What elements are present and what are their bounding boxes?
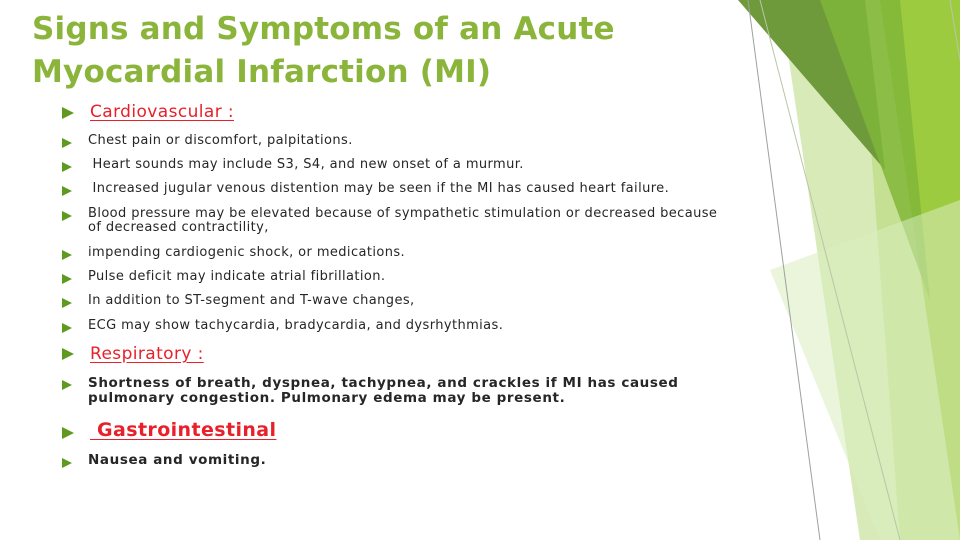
bullet-text: impending cardiogenic shock, or medications. <box>88 245 406 260</box>
bullet-arrow-icon <box>62 323 72 333</box>
list-item <box>62 345 742 363</box>
bullet-text: Increased jugular venous distention may be seen if the MI has caused heart failure. <box>88 181 670 196</box>
bullet-text: Heart sounds may include S3, S4, and new onset of a murmur. <box>88 157 524 172</box>
bullet-text: Nausea and vomiting. <box>88 452 267 468</box>
bullet-arrow-icon <box>62 186 72 196</box>
bullet-arrow-icon <box>62 380 72 390</box>
bullet-arrow-icon <box>62 274 72 284</box>
bullet-text: Blood pressure may be elevated because of sympathetic stimulation or decreased because of decreased contractility, <box>88 206 718 235</box>
bullet-text: In addition to ST-segment and T-wave changes, <box>88 293 415 308</box>
bullet-arrow-icon <box>62 138 72 148</box>
list-item <box>62 207 722 235</box>
section-heading-cardiovascular: Cardiovascular : <box>90 102 235 122</box>
bullet-arrow-icon <box>62 348 74 360</box>
bullet-arrow-icon <box>62 162 72 172</box>
list-item <box>62 246 742 260</box>
bullet-arrow-icon <box>62 211 72 221</box>
bullet-text: ECG may show tachycardia, bradycardia, and dysrhythmias. <box>88 318 504 333</box>
list-item <box>62 319 742 333</box>
bullet-text: Shortness of breath, dyspnea, tachypnea, and crackles if MI has caused pulmonary congestion. Pulmonary edema may be present. <box>88 375 679 406</box>
bullet-text: Pulse deficit may indicate atrial fibrillation. <box>88 269 386 284</box>
list-item <box>62 421 742 439</box>
list-item <box>62 182 742 196</box>
list-item <box>62 294 742 308</box>
list-item <box>62 376 702 406</box>
bullet-arrow-icon <box>62 298 72 308</box>
list-item <box>62 454 742 468</box>
slide-title-line1: Signs and Symptoms of an Acute <box>32 11 615 47</box>
list-item <box>62 158 742 172</box>
bullet-arrow-icon <box>62 458 72 468</box>
bullet-arrow-icon <box>62 427 74 439</box>
section-heading-respiratory: Respiratory : <box>90 344 204 364</box>
list-item <box>62 103 742 121</box>
bullet-text: Chest pain or discomfort, palpitations. <box>88 133 353 148</box>
slide-title-line2: Myocardial Infarction (MI) <box>32 54 492 90</box>
list-item <box>62 134 742 148</box>
list-item <box>62 270 742 284</box>
bullet-arrow-icon <box>62 107 74 119</box>
bullet-arrow-icon <box>62 250 72 260</box>
section-heading-gastrointestinal: Gastrointestinal <box>90 419 277 441</box>
green-panel-faint <box>770 200 960 540</box>
